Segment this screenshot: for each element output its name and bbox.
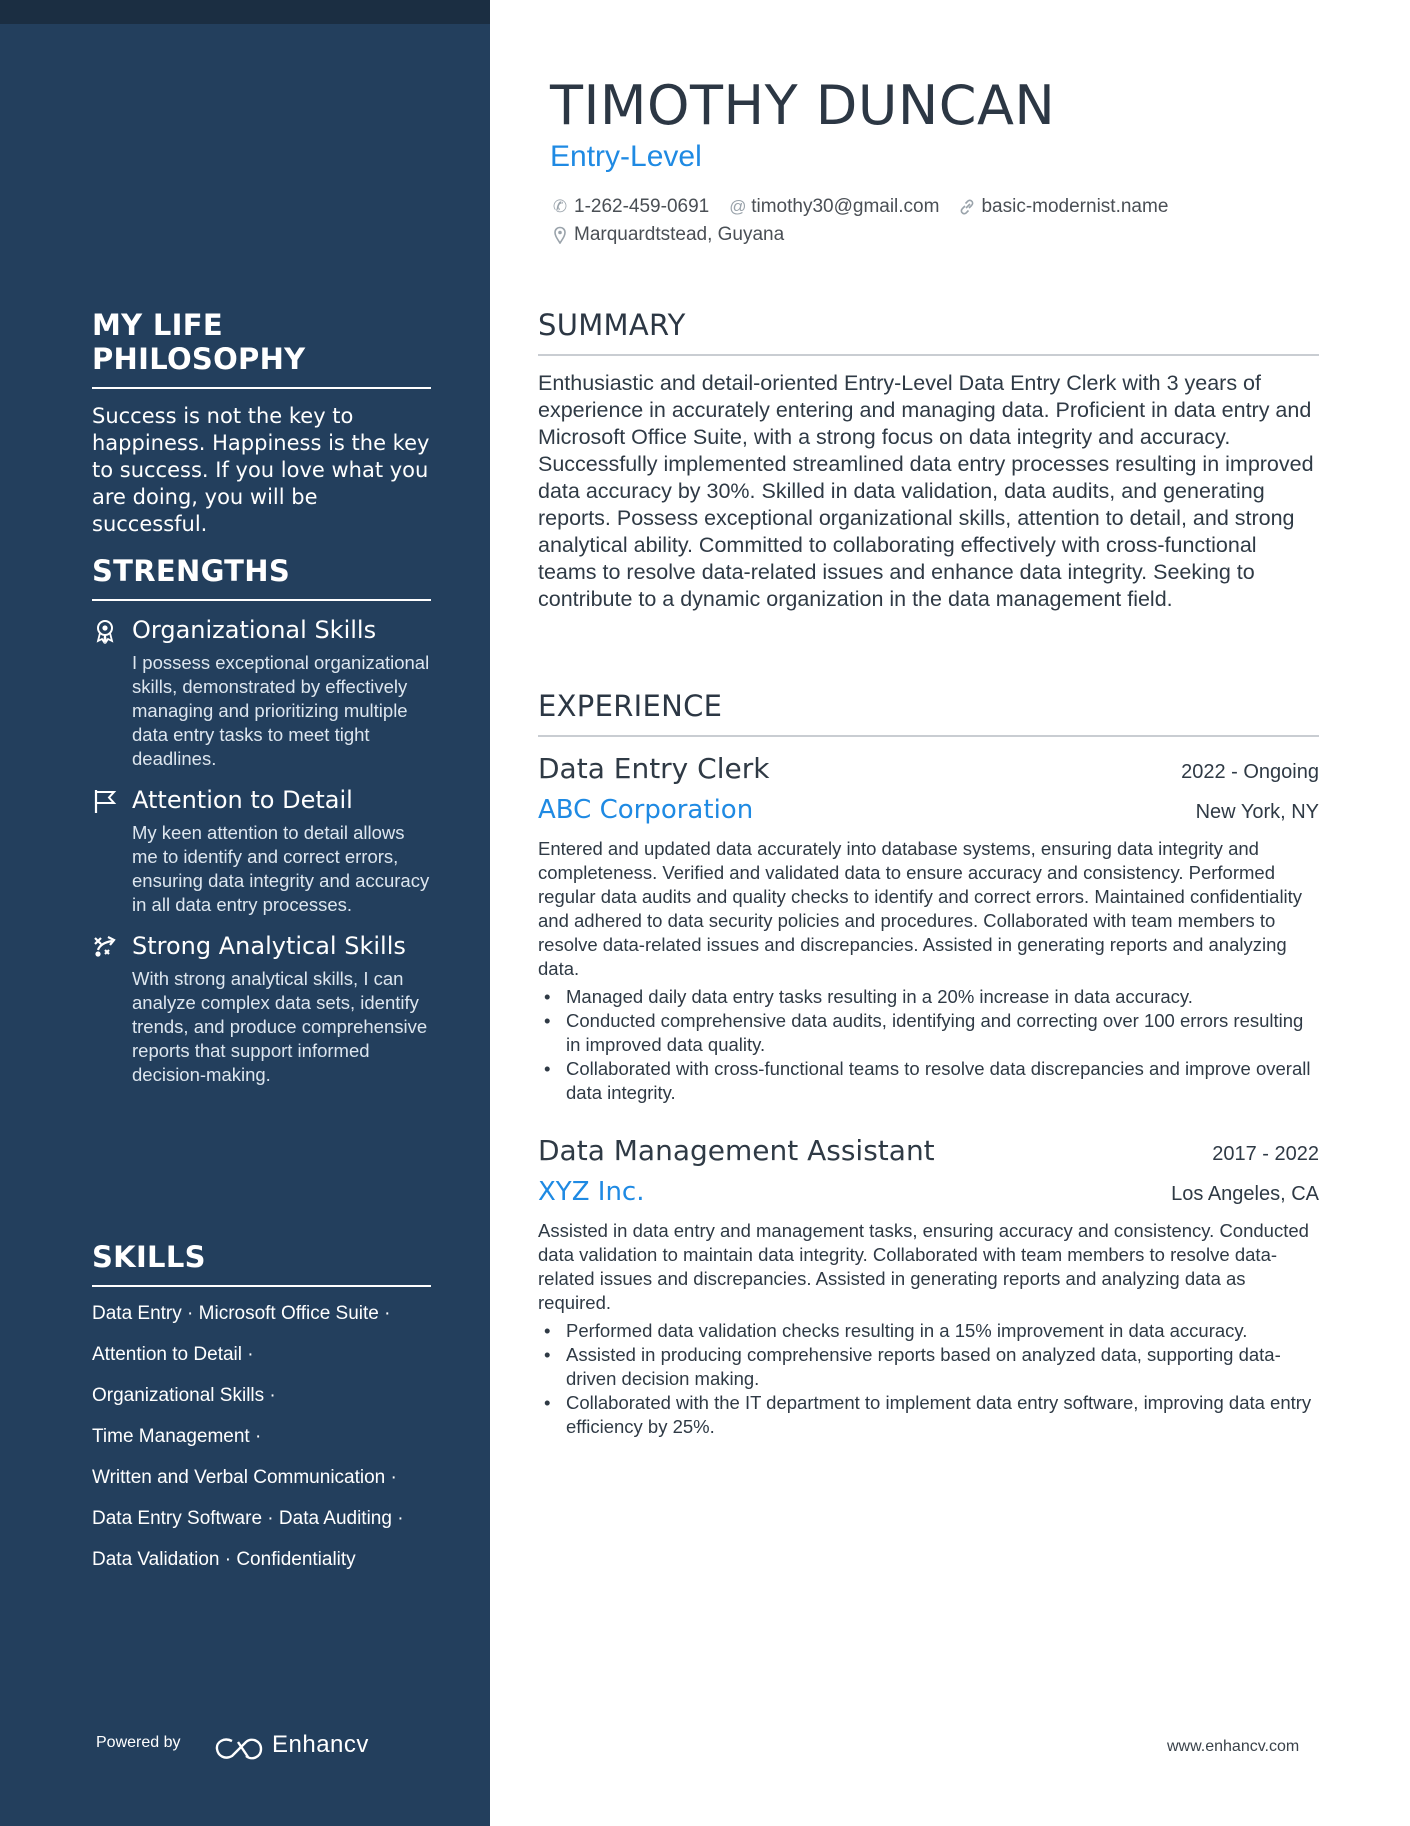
job-bullet: • Managed daily data entry tasks resulting in a 20% increase in data accuracy. — [538, 985, 1319, 1009]
phone-text: 1-262-459-0691 — [574, 196, 710, 217]
candidate-name: TIMOTHY DUNCAN — [550, 74, 1056, 137]
flag-icon — [92, 788, 118, 814]
strategy-icon — [92, 934, 118, 960]
contact-phone[interactable] — [552, 196, 709, 218]
experience-item — [538, 1134, 1319, 1439]
job-bullet: • Conducted comprehensive data audits, identifying and correcting over 100 errors resulting in improved data quality. — [538, 1009, 1319, 1057]
contact-row-2 — [552, 224, 804, 246]
strength-title: Organizational Skills — [132, 616, 377, 644]
job-bullet: • Collaborated with the IT department to implement data entry software, improving data entry efficiency by 25%. — [538, 1391, 1319, 1439]
job-description: Assisted in data entry and management tasks, ensuring accuracy and consistency. Conducted data validation to maintain data integrity. Collaborated with team members to resolve data-related issues and discrepancies. Assisted in generating reports and analyzing data as required. — [538, 1220, 1309, 1313]
experience-item — [538, 752, 1319, 1105]
strength-title: Attention to Detail — [132, 786, 353, 814]
skills-list — [92, 1293, 431, 1580]
strengths-section — [92, 554, 431, 1087]
strength-description: My keen attention to detail allows me to identify and correct errors, ensuring data integrity and accuracy in all data entry processes. — [132, 822, 430, 915]
skills-line: Organizational Skills · — [92, 1385, 276, 1406]
website-text: basic-modernist.name — [981, 196, 1169, 217]
contact-website[interactable] — [959, 196, 1168, 218]
skills-line: Data Entry Software · Data Auditing · — [92, 1508, 404, 1529]
job-company: ABC Corporation — [538, 795, 754, 825]
skills-line: Attention to Detail · — [92, 1344, 254, 1365]
skills-line: Data Validation · Confidentiality — [92, 1549, 356, 1570]
skills-section — [92, 1240, 431, 1580]
contact-location — [552, 224, 784, 246]
job-company: XYZ Inc. — [538, 1177, 645, 1207]
summary-section — [538, 308, 1319, 613]
candidate-title: Entry-Level — [550, 140, 702, 173]
strength-description: With strong analytical skills, I can analyze complex data sets, identify trends, and produce comprehensive reports that support informed decision-making. — [132, 968, 428, 1085]
award-icon — [92, 618, 118, 644]
philosophy-section — [92, 308, 431, 538]
job-bullets — [538, 985, 1319, 1105]
skills-line: Time Management · — [92, 1426, 262, 1447]
strength-item — [92, 785, 431, 917]
job-location: Los Angeles, CA — [1171, 1183, 1319, 1205]
skills-heading: SKILLS — [92, 1240, 431, 1287]
location-pin-icon — [552, 226, 568, 244]
powered-by-label: Powered by — [96, 1734, 181, 1751]
strength-description: I possess exceptional organizational skills, demonstrated by effectively managing and prioritizing multiple data entry tasks to meet tight deadlines. — [132, 652, 430, 769]
phone-icon: ✆ — [552, 197, 568, 216]
strength-item — [92, 615, 431, 771]
link-icon — [959, 198, 975, 216]
job-bullet: • Performed data validation checks resulting in a 15% improvement in data accuracy. — [538, 1319, 1319, 1343]
top-strip — [0, 0, 490, 24]
strength-item — [92, 931, 431, 1087]
job-title: Data Management Assistant — [538, 1134, 935, 1167]
job-bullet: • Collaborated with cross-functional teams to resolve data discrepancies and improve overall data integrity. — [538, 1057, 1319, 1105]
contact-row — [552, 196, 1188, 218]
footer-url[interactable]: www.enhancv.com — [1167, 1738, 1300, 1755]
philosophy-text: Success is not the key to happiness. Happiness is the key to success. If you love what you are doing, you will be successful. — [92, 404, 430, 536]
job-bullets — [538, 1319, 1319, 1439]
enhancv-logo-icon[interactable] — [214, 1736, 264, 1762]
strengths-heading: STRENGTHS — [92, 554, 431, 601]
job-location: New York, NY — [1195, 801, 1319, 823]
job-bullet: • Assisted in producing comprehensive reports based on analyzed data, supporting data-driven decision making. — [538, 1343, 1319, 1391]
at-icon: @ — [729, 197, 747, 216]
job-description: Entered and updated data accurately into database systems, ensuring data integrity and completeness. Verified and validated data to ensure accuracy and consistency. Performed regular data audits and quality checks to identify and correct errors. Maintained confidentiality and adhered to data security policies and procedures. Collaborated with team members to resolve data-related issues and discrepancies. Assisted in generating reports and analyzing data. — [538, 838, 1303, 979]
experience-section — [538, 689, 1319, 737]
strength-title: Strong Analytical Skills — [132, 932, 406, 960]
job-title: Data Entry Clerk — [538, 752, 770, 785]
philosophy-heading: MY LIFE PHILOSOPHY — [92, 308, 431, 389]
contact-email[interactable] — [729, 196, 939, 218]
experience-heading: EXPERIENCE — [538, 689, 1319, 737]
job-dates: 2022 - Ongoing — [1181, 761, 1319, 783]
skills-line: Data Entry · Microsoft Office Suite · — [92, 1303, 391, 1324]
summary-text: Enthusiastic and detail-oriented Entry-Level Data Entry Clerk with 3 years of experience in accurately entering and managing data. Proficient in data entry and Microsoft Office Suite, with a strong focus on data integrity and accuracy. Successfully implemented streamlined data entry processes resulting in improved data accuracy by 30%. Skilled in data validation, data audits, and generating reports. Possess exceptional organizational skills, attention to detail, and strong analytical ability. Committed to collaborating effectively with cross-functional teams to resolve data-related issues and enhance data integrity. Seeking to contribute to a dynamic organization in the data management field. — [538, 371, 1314, 611]
skills-line: Written and Verbal Communication · — [92, 1467, 397, 1488]
location-text: Marquardtstead, Guyana — [574, 224, 785, 245]
email-text: timothy30@gmail.com — [751, 196, 940, 217]
summary-heading: SUMMARY — [538, 308, 1319, 356]
enhancv-brand[interactable]: Enhancv — [272, 1731, 369, 1758]
job-dates: 2017 - 2022 — [1212, 1143, 1319, 1165]
